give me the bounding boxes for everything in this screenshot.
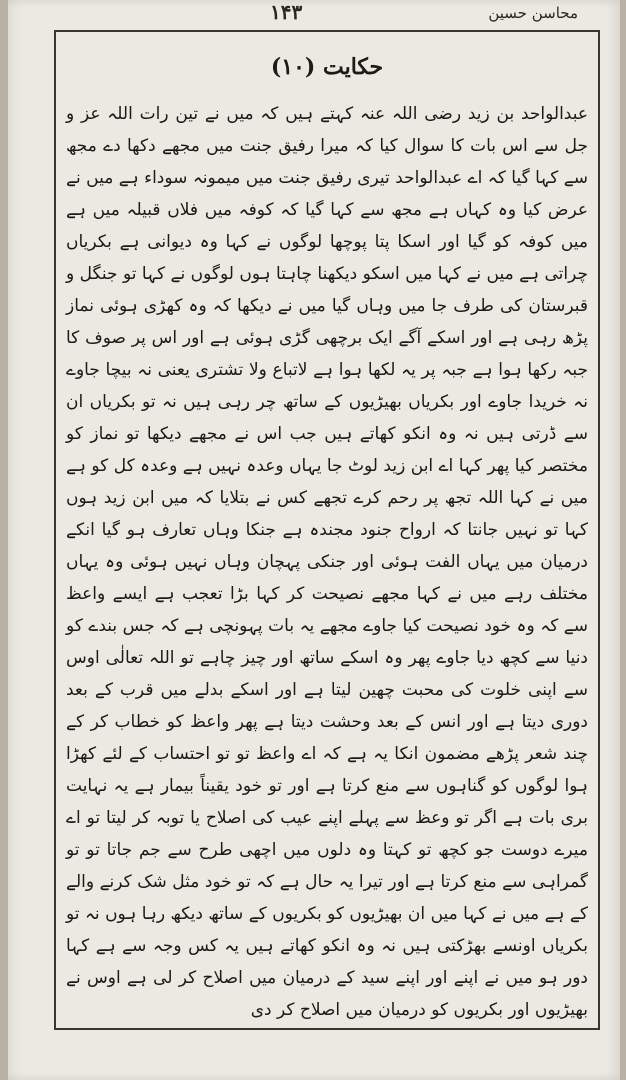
story-body: عبدالواحد بن زید رضی اللہ عنہ کہتے ہیں کہ میں نے تین رات اللہ عز و جل سے اس بات کا سوال کیا کہ میرا رفیق جنت میں مجھے دکھا دے مجھ سے کہا گیا کہ اے عبدالواحد تیری رفیق جنت میں میمونہ سوداء ہے میں نے عرض کیا وہ کہاں ہے مجھ سے کہا گیا کہ کوفہ میں فلاں قبیلہ میں ہے میں کوفہ کو گیا اور اسکا پتا پوچھا لوگوں نے کہا وہ دیوانی ہے بکریاں چراتی ہے میں نے کہا میں اسکو دیکھنا چاہتا ہوں لوگوں نے کہا تو جنگل و قبرستان کی طرف جا میں وہاں گیا میں نے دیکھا کہ وہ کھڑی ہوئی نماز پڑھ رہی ہے اور اسکے آگے ایک برچھی گڑی ہوئی ہے اور اس پر صوف کا جبہ رکھا ہوا ہے جبہ پر یہ لکھا ہوا ہے لاتباع ولا تشتری یعنی نہ بیچا جاوے نہ خریدا جاوے اور بکریاں بھیڑیوں کے ساتھ چر رہی ہیں نہ تو بکریاں ان سے ڈرتی ہیں نہ وہ انکو کھاتے ہیں جب اس نے مجھے دیکھا تو نماز کو مختصر کیا پھر کہا اے ابن زید لوٹ جا یہاں وعدہ نہیں ہے وعدہ کل کو ہے میں نے کہا اللہ تجھ پر رحم کرے تجھے کس نے بتلایا کہ میں ابن زید ہوں کہا تو نہیں جانتا کہ ارواح جنود مجندہ ہے جنکا وہاں تعارف ہو گیا انکے درمیان میں یہاں الفت ہوئی اور جنکی پہچان وہاں نہیں ہوئی وہ یہاں مختلف رہے میں نے کہا مجھے نصیحت کر کہا بڑا تعجب ہے ایسے واعظ سے کہ وہ خود نصیحت کیا جاوے مجھے یہ بات پہونچی ہے کہ جس بندے کو دنیا سے کچھ دیا جاوے پھر وہ اسکے ساتھ اور چیز چاہے تو اللہ تعالٰی اوس سے اپنی خلوت کی محبت چھین لیتا ہے اور اسکے بدلے میں قرب کے بعد دوری دیتا ہے اور انس کے بعد وحشت دیتا ہے پھر واعظ کو خطاب کر کے چند شعر پڑھے مضمون انکا یہ ہے کہ اے واعظ تو تو احتساب کے لئے کھڑا ہوا لوگوں کو گناہوں سے منع کرتا ہے اور تو خود یقیناً بیمار ہے یہ نہایت بری بات ہے اگر تو وعظ سے پہلے اپنے عیب کی اصلاح یا توبہ کر لیتا تو اے میرے دوست جو کچھ تو کہتا وہ دلوں میں اچھی طرح سے جم جاتا تو تو گمراہی سے منع کرتا ہے اور تیرا یہ حال ہے کہ تو خود مثل شک کرنے والے کے ہے میں نے کہا میں ان بھیڑیوں کو بکریوں کے ساتھ دیکھ رہا ہوں نہ تو بکریاں اونسے بھڑکتی ہیں نہ وہ انکو کھاتے ہیں یہ کس وجہ سے ہے کہا دور ہو میں نے اپنے اور اپنے سید کے درمیان میں اصلاح کر لی ہے اوس نے بھیڑیوں اور بکریوں کو درمیان میں اصلاح کر دی — [66, 104, 588, 1020]
book-page — [8, 0, 620, 1080]
margin-mark — [58, 572, 68, 580]
running-title: محاسن حسین — [488, 4, 578, 22]
running-head — [8, 0, 620, 30]
text-frame — [54, 30, 600, 1030]
page-number: ۱۴۳ — [270, 0, 303, 24]
story-heading: حکایت (۱۰) — [270, 54, 384, 80]
